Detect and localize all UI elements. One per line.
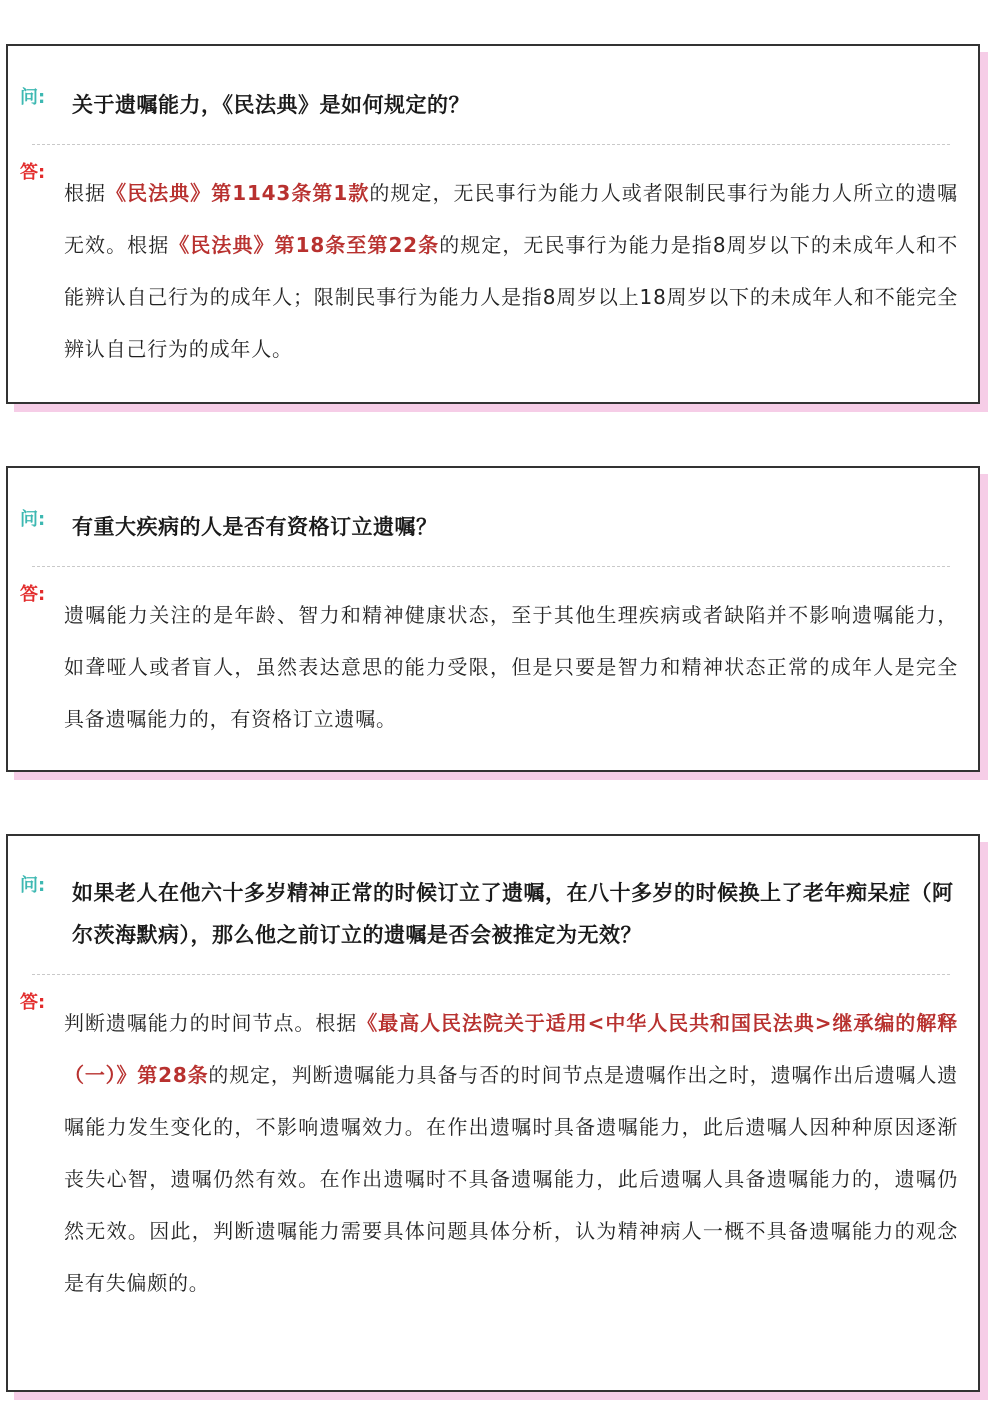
answer-text-part: 的规定，判断遗嘱能力具备与否的时间节点是遗嘱作出之时，遗嘱作出后遗嘱人遗嘱能力发生变化的，不影响遗嘱效力。在作出遗嘱时具备遗嘱能力，此后遗嘱人因种种原因逐渐丧失心智，遗嘱仍然有效。在作出遗嘱时不具备遗嘱能力，此后遗嘱人具备遗嘱能力的，遗嘱仍然无效。因此，判断遗嘱能力需要具体问题具体分析，认为精神病人一概不具备遗嘱能力的观念是有失偏颇的。 [64,1063,958,1295]
answer-text [64,167,958,375]
answer-text-part: 判断遗嘱能力的时间节点。根据 [64,1011,358,1035]
question-text: 有重大疾病的人是否有资格订立遗嘱？ [72,515,438,539]
question-tag: 问: [20,87,46,108]
answer-tag: 答: [20,162,46,183]
answer-text-part: 的规定，无民事行为能力人或者限制民事行为能力人所立的遗嘱无效。根据 [64,181,958,257]
question-tag: 问: [20,875,46,896]
question-row [8,84,978,126]
answer-text-part: 根据 [64,181,107,205]
question-text: 如果老人在他六十多岁精神正常的时候订立了遗嘱，在八十多岁的时候换上了老年痴呆症（阿尔茨海默病），那么他之前订立的遗嘱是否会被推定为无效？ [72,881,954,947]
legal-citation: 《民法典》第1143条第1款 [106,181,370,205]
dashed-divider [32,566,950,567]
answer-text: 遗嘱能力关注的是年龄、智力和精神健康状态，至于其他生理疾病或者缺陷并不影响遗嘱能力，如聋哑人或者盲人，虽然表达意思的能力受限，但是只要是智力和精神状态正常的成年人是完全具备遗嘱能力的，有资格订立遗嘱。 [64,603,958,731]
dashed-divider [32,974,950,975]
answer-text-part: 的规定，无民事行为能力是指8周岁以下的未成年人和不能辨认自己行为的成年人；限制民事行为能力人是指8周岁以上18周岁以下的未成年人和不能完全辨认自己行为的成年人。 [64,233,958,361]
answer-row [8,584,978,745]
question-tag: 问: [20,509,46,530]
question-text: 关于遗嘱能力，《民法典》是如何规定的？ [72,93,470,117]
question-row [8,872,978,956]
answer-tag: 答: [20,992,46,1013]
answer-tag: 答: [20,584,46,605]
legal-citation: 《民法典》第18条至第22条 [169,233,440,257]
answer-text [64,997,958,1309]
dashed-divider [32,144,950,145]
qa-card-3 [6,834,980,1392]
legal-citation: 《最高人民法院关于适用<中华人民共和国民法典>继承编的解释（一）》第28条 [64,1011,959,1087]
qa-card-2 [6,466,980,772]
question-row [8,506,978,548]
answer-row [8,162,978,375]
qa-card-1 [6,44,980,404]
answer-row [8,992,978,1309]
